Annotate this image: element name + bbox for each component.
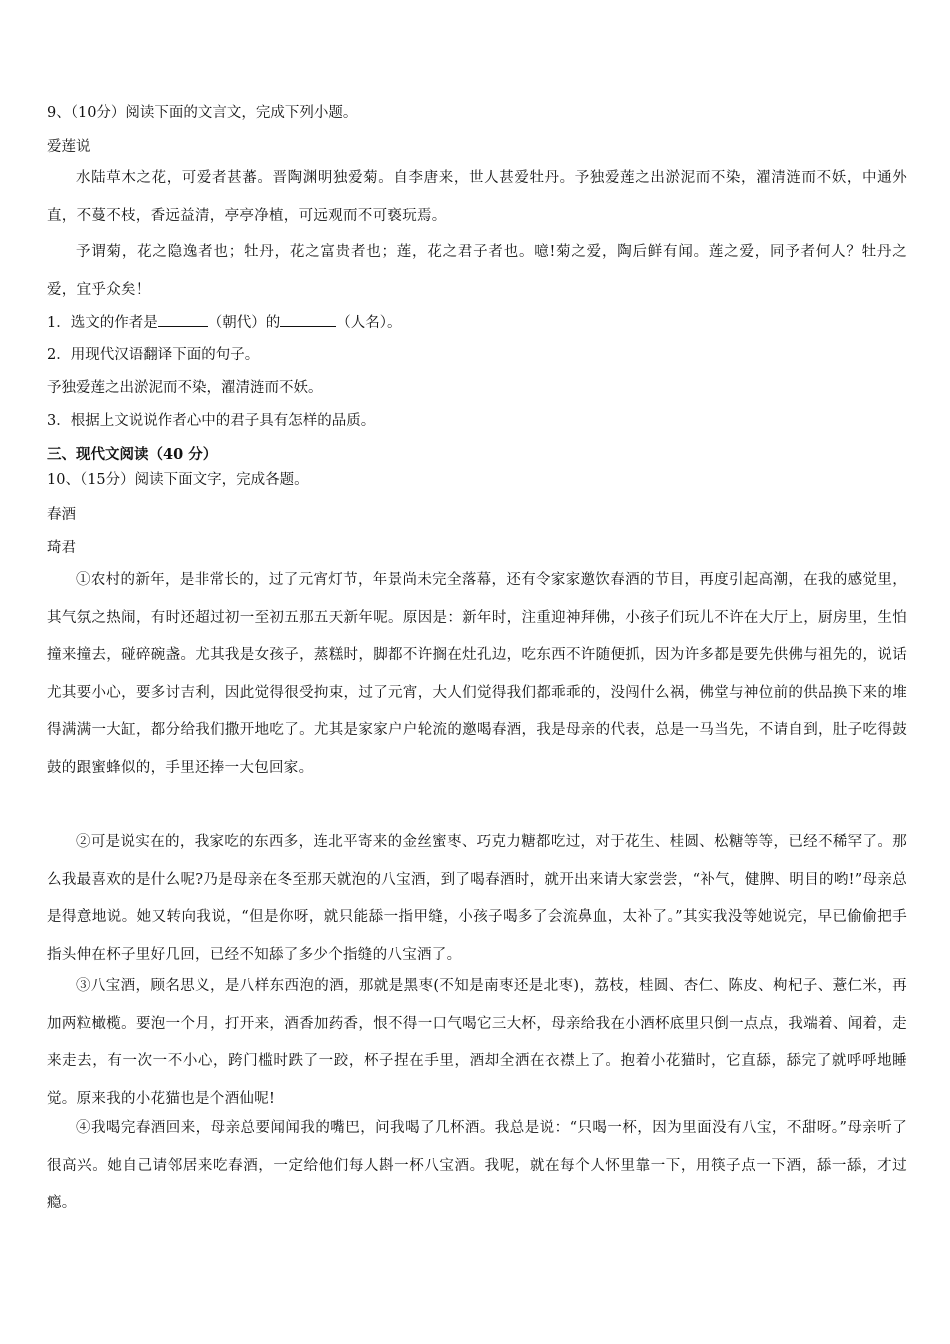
answer-blank-name[interactable] <box>280 312 336 327</box>
question-10-header: 10、（15分）阅读下面文字，完成各题。 <box>47 472 309 488</box>
essay-author: 琦君 <box>47 540 76 556</box>
question-9-header: 9、（10分）阅读下面的文言文，完成下列小题。 <box>47 105 358 121</box>
essay-paragraph-3: ③八宝酒，顾名思义，是八样东西泡的酒，那就是黑枣(不知是南枣还是北枣)，荔枝，桂圆、杏仁、陈皮、枸杞子、薏仁米，再加两粒橄榄。要泡一个月，打开来，酒香加药香，恨不得一口气喝它三大杯，母亲给我在小酒杯底里只倒一点点，我端着、闻着，走来走去，有一次一不小心，跨门槛时跌了一跤，杯子捏在手里，酒却全洒在衣襟上了。抱着小花猫时，它直舔，舔完了就呼呼地睡觉。原来我的小花猫也是个酒仙呢! <box>47 978 907 1107</box>
answer-blank-dynasty[interactable] <box>158 312 208 327</box>
essay-paragraph-1: ①农村的新年，是非常长的，过了元宵灯节，年景尚未完全落幕，还有令家家邀饮春酒的节目，再度引起高潮，在我的感觉里，其气氛之热闹，有时还超过初一至初五那五天新年呢。原因是：新年时，注重迎神拜佛，小孩子们玩儿不许在大厅上，厨房里，生怕撞来撞去，碰碎碗盏。尤其我是女孩子，蒸糕时，脚都不许搁在灶孔边，吃东西不许随便抓，因为许多都是要先供佛与祖先的，说话尤其要小心，要多讨吉利，因此觉得很受拘束，过了元宵，大人们觉得我们都乖乖的，没闯什么祸，佛堂与神位前的供品换下来的堆得满满一大缸，都分给我们撒开地吃了。尤其是家家户户轮流的邀喝春酒，我是母亲的代表，总是一马当先，不请自到，肚子吃得鼓鼓的跟蜜蜂似的，手里还捧一大包回家。 <box>47 572 907 776</box>
classical-paragraph-1: 水陆草木之花，可爱者甚蕃。晋陶渊明独爱菊。自李唐来，世人甚爱牡丹。予独爱莲之出淤泥而不染，濯清涟而不妖，中通外直，不蔓不枝，香远益清，亭亭净植，可远观而不可亵玩焉。 <box>47 170 907 224</box>
section-heading: 三、现代文阅读（40 分） <box>47 446 218 463</box>
classical-paragraph-2: 予谓菊，花之隐逸者也；牡丹，花之富贵者也；莲，花之君子者也。噫!菊之爱，陶后鲜有闻。莲之爱，同予者何人？牡丹之爱，宜乎众矣！ <box>47 244 907 298</box>
sub-question-1 <box>47 312 401 333</box>
essay-title: 春酒 <box>47 507 76 523</box>
translate-sentence: 予独爱莲之出淤泥而不染，濯清涟而不妖。 <box>47 380 323 396</box>
sub-question-2: 2．用现代汉语翻译下面的句子。 <box>47 347 260 363</box>
sub-question-1-suffix: （人名）。 <box>336 315 402 331</box>
sub-question-1-prefix: 1．选文的作者是 <box>47 315 158 331</box>
passage-title: 爱莲说 <box>47 139 91 155</box>
sub-question-3: 3．根据上文说说作者心中的君子具有怎样的品质。 <box>47 413 376 429</box>
sub-question-1-mid: （朝代）的 <box>207 315 281 331</box>
essay-paragraph-4: ④我喝完春酒回来，母亲总要闻闻我的嘴巴，问我喝了几杯酒。我总是说：“只喝一杯，因为里面没有八宝，不甜呀。”母亲听了很高兴。她自己请邻居来吃春酒，一定给他们每人斟一杯八宝酒。我呢，就在每个人怀里靠一下，用筷子点一下酒，舔一舔，才过瘾。 <box>47 1120 907 1211</box>
essay-paragraph-2: ②可是说实在的，我家吃的东西多，连北平寄来的金丝蜜枣、巧克力糖都吃过，对于花生、桂圆、松糖等等，已经不稀罕了。那么我最喜欢的是什么呢?乃是母亲在冬至那天就泡的八宝酒，到了喝春酒时，就开出来请大家尝尝，“补气，健脾、明目的哟!”母亲总是得意地说。她又转向我说，“但是你呀，就只能舔一指甲缝，小孩子喝多了会流鼻血，太补了。”其实我没等她说完，早已偷偷把手指头伸在杯子里好几回，已经不知舔了多少个指缝的八宝酒了。 <box>47 834 907 963</box>
